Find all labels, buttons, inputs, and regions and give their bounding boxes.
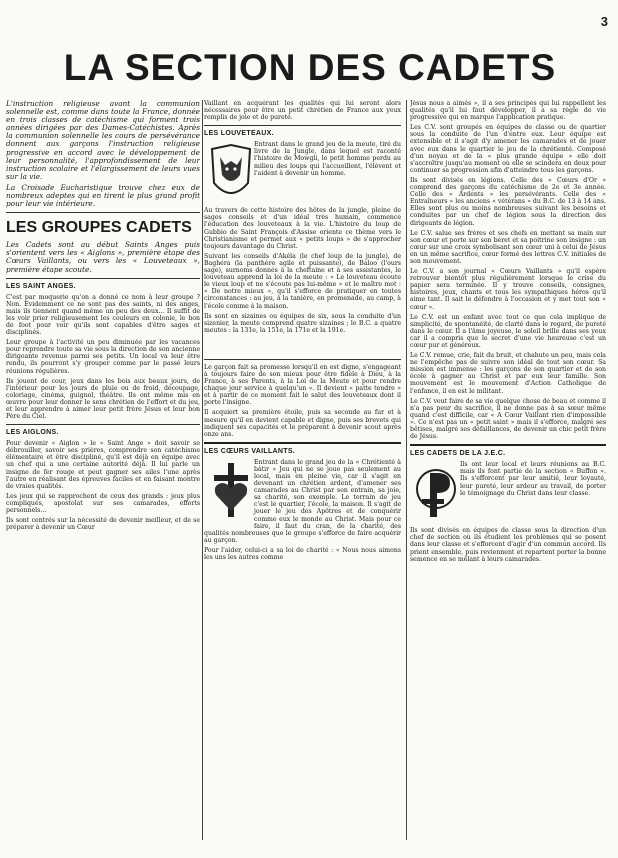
- cv-paragraph-mission: Le C.V. remue, crie, fait du bruit, et chahute un peu, mais cela ne l'empêche pas de suivre son idéal de tout son cœur. Sa mission est immense : les garçons de son quartier et de son école à gagner au Christ et par eux leur famille. Son mouvement est le mouvement d'Action Catholique de l'enfance, il en est le militant.: [410, 352, 606, 395]
- saints-paragraph-1: C'est par moquerie qu'on a donné ce nom à leur groupe ? Non. Evidemment ce ne sont pas des saints, ni des anges, mais ils tiennent quand même un peu des deux... Il suffit de les voir prier religieusement les couleurs en colonie, le bon de foot pour voir qu'ils sont capables d'être sages et disciplinés.: [6, 293, 200, 337]
- cv-paragraph-equipes: Les C.V. sont groupés en équipes de classe ou de quartier sous la conduite de l'un d'entre eux. Leur équipe est extensible et il s'agit d'y amener les camarades et de jouer avec eux dans le quartier le jeu de la chrétienté. Composé d'un noyau et de la « plus grande équipe » elle doit s'accroître jusqu'au moment où elle se scindera en deux pour continuer sa progression afin d'atteindre tous les garçons.: [410, 124, 606, 174]
- louveteaux-paragraph-4: Ils sont en sizaines ou équipes de six, sous la conduite d'un sizenier, la meute comprend quatre sizaines ; le B.C. a quatre meutes : la 131e, la 151e, la 171e et la 191e.: [204, 312, 401, 334]
- cv-paragraph-enfant: Le C.V. est un enfant avec tout ce que cela implique de simplicité, de spontanéité, de clarté dans le regard, de pureté dans le cœur. Il a l'âme joyeuse, le soleil brille dans ses yeux car il a compris que le secret d'une vie heureuse c'est un cœur pur et généreux.: [410, 313, 606, 349]
- louveteaux-paragraph-6: Il acquiert sa première étoile, puis sa seconde au fur et à mesure qu'il en devient capable et digne, puis ses brevets qui indiquent ses capacités et le préparent à devenir scout après onze ans.: [204, 409, 401, 438]
- jec-paragraph-1: Ils ont leur local et leurs réunions au B.C. mais ils font partie de la section « Buffon ». Ils s'efforcent par leur amitié, leur loyauté, leur pureté, leur ardeur au travail, de porter le témoignage du Christ dans leur classe.: [460, 461, 606, 497]
- divider: [204, 359, 401, 360]
- groupes-paragraph: Les Cadets sont au début Saints Anges puis s'orientent vers les « Aiglons », première étape des Cœurs Vaillants, ou vers les « Louveteaux », première étape scoute.: [6, 240, 200, 274]
- coeurs-vaillants-paragraph-2: Pour l'aider, celui-ci a sa loi de charité : « Nous nous aimons les uns les autres comme: [204, 546, 401, 562]
- saints-paragraph-2: Leur groupe à l'activité un peu diminuée par les vacances pour reprendre toute sa vie sous la direction de son ancienne dirigeante revenue parmi ses petits. Un local va leur être rendu, ils pourront s'y grouper comme par le passé leurs réunions régulières.: [6, 339, 200, 375]
- louveteaux-lead: Vaillant en acquérant les qualités qui lui seront alors nécessaires pour être un petit chrétien de France aux yeux remplis de joie et de pureté.: [204, 100, 401, 122]
- divider: [204, 125, 401, 126]
- aiglons-paragraph-3: Ils sont centrés sur la nécessité de devenir meilleur, et de se préparer à devenir un Cœur: [6, 517, 200, 532]
- cv-paragraph-insigne: Le C.V. salue ses frères et ses chefs en mettant sa main sur son cœur et porte sur son béret et sa poitrine son insigne : un cœur sur une croix symbolisant son cœur uni à celui de Jésus en un même sacrifice, cœur formé des lettres C.V. initiales de son mouvement.: [410, 229, 606, 265]
- column-right: [410, 100, 606, 566]
- saints-anges-heading: LES SAINT ANGES.: [6, 282, 76, 290]
- jec-heading: LES CADETS DE LA J.E.C.: [410, 450, 506, 458]
- column-left: [6, 100, 200, 534]
- page-number: 3: [600, 14, 608, 29]
- louveteaux-heading: LES LOUVETEAUX.: [204, 130, 274, 138]
- wolf-head-emblem-icon: [208, 143, 254, 203]
- cv-continued-lead: Jésus nous a aimés », il a ses principes qui lui rappellent les qualités qu'il lui faut développer, il a sa règle de vie progressive qui en marque l'application pratique.: [410, 100, 606, 122]
- column-rule-1: [202, 100, 203, 840]
- aiglons-paragraph-2: Les jeux qui se rapprochent de ceux des grands : jeux plus compliqués, apostolat sur ses camarades, efforts personnels...: [6, 492, 200, 515]
- heart-cross-emblem-icon: [208, 461, 254, 521]
- column-rule-2: [406, 100, 407, 840]
- cv-paragraph-vie: Le C.V. veut faire de sa vie quelque chose de beau et comme il n'a pas peur du sacrifice, il ne donne pas à sa sœur même quand c'est difficile, car « A Cœur Vaillant rien d'impossible ». Ce n'est pas un « petit saint » mais il s'efforce, malgré ses bêtises, malgré ses défaillances, de devenir un chic petit frère de Jésus.: [410, 397, 606, 441]
- louveteaux-paragraph-1: Entrant dans le grand jeu de la meute, tiré du livre de la Jungle, dans lequel est raconté l'histoire de Mowgli, le petit homme perdu au milieu des loups qui l'accueillent, l'élèvent et l'aident à devenir un homme.: [254, 141, 401, 177]
- coeurs-vaillants-paragraph-1: Entrant dans le grand jeu de la « Chrétienté à bâtir » Jeu qui ne se joue pas seulement au local, mais en pleine vie, car il s'agit en devenant un chrétien ardent, d'amener ses camarades au Christ par son entrain, sa joie, sa charité, son exemple. Le terrain de jeu c'est le quartier, l'école, la maison. Il s'agit de jouer le jeu des Apôtres et de conquérir comme eux le monde au Christ. Mais pour ce faire, il faut du cran, de la charité, des qualités nombreuses que le groupe s'efforce de faire acquérir au garçon.: [204, 458, 401, 544]
- jec-paragraph-2: Ils sont divisés en équipes de classe sous la direction d'un chef de section où ils étudient les problèmes qui se posent dans leur classe et s'efforcent d'agir d'un commun accord. Ils prient ensemble, puis reviennent et repartent porter la bonne semence en se mêlant à leurs camarades.: [410, 527, 606, 563]
- divider: [6, 278, 200, 279]
- jec-chi-rho-emblem-icon: [414, 463, 460, 523]
- intro-paragraph: L'instruction religieuse avant la communion solennelle est, comme dans toute la France, donnée en trois classes de catéchisme qui forment trois années dirigées par des Dames-Catéchistes. Après la communion solennelle les cours de persévérance donnent aux garçons l'instruction religieuse progressive en accord avec le développement de leur personnalité, l'approfondissement de leur instruction scolaire et l'élargissement de leurs vues sur la vie.: [6, 100, 200, 181]
- cv-paragraph-legions: Ils sont divisés en légions. Celle des « Cœurs d'Or » comprend des garçons du catéchisme de 2e et 3e année. Celle des « Ardents » les persévérants. Celle des « Entraîneurs » les anciens « vétérans » du B.C. de 13 à 14 ans. Elles sont plus ou moins nombreuses suivant les besoins et conduites par un chef de légion sous la direction des dirigeants de légion.: [410, 176, 606, 227]
- croisade-paragraph: La Croisade Eucharistique trouve chez eux de nombreux adeptes qui en tirent le plus grand profit pour leur vie intérieure.: [6, 182, 200, 209]
- louveteaux-paragraph-2: Au travers de cette histoire des hôtes de la jungle, pleine de sages conseils et d'un idéal très humain, commence l'éducation des louveteaux à la vie. L'histoire du loup de Gubbio de Saint François d'Assise oriente ce thème vers le Christianisme et permet aux « petits loups » de s'approcher toujours davantage du Christ.: [204, 207, 401, 250]
- divider: [6, 424, 200, 425]
- divider: [204, 442, 401, 444]
- column-middle: [204, 100, 401, 564]
- groupes-heading: LES GROUPES CADETS: [6, 219, 192, 237]
- divider: [410, 444, 606, 446]
- louveteaux-paragraph-5: Le garçon fait sa promesse lorsqu'il en est digne, s'engageant à toujours faire de son mieux pour être fidèle à Dieu, à la France, à ses Parents, à la Loi de la Meute et pour rendre chaque jour service à quelqu'un ». Il devient « patte tendre » et à partir de ce moment fait le salut des louveteaux dont il porte l'insigne.: [204, 363, 401, 407]
- coeurs-vaillants-heading: LES CŒURS VAILLANTS.: [204, 447, 296, 455]
- page-title: LA SECTION DES CADETS: [63, 47, 557, 88]
- cv-paragraph-journal: Le C.V. a son journal « Cœurs Vaillants » qu'il espère retrouver bientôt plus régulièrement lorsque le crise du papier sera terminée. Il y trouve conseils, consignes, histoires, jeux, chants et tous les sympathiques héros qu'il aime tant. Il sait le défendre à l'occasion et y met tout son « cœur ».: [410, 268, 606, 311]
- saints-paragraph-3: Ils jouent de cour, jeux dans les bois aux beaux jours, de l'intérieur pour les jours de pluie ou de froid, découpage, coloriage, cinéma, guignol, théâtre. Ils ont même mis en œuvre pour leur donner le sens chrétien de l'effort et du jeu, et leur apprendre à aimer leur petit frère Jésus et leur bon Père du Ciel.: [6, 377, 200, 421]
- louveteaux-paragraph-3: Suivant les conseils d'Akéla (le chef loup de la jungle), de Baghéra (la panthère agile et puissante), de Baloo (l'ours sage), surnoms donnés à la cheftaine et à ses assistantes, le louveteau apprend la loi de la meute : « Le louveteau écoute le vieux loup et ne s'écoute pas lui-même » et le maître mot : « De notre mieux », qu'il s'efforce de pratiquer en toutes circonstances : au jeu, à la tanière, en promenade, au camp, à l'école comme à la maison.: [204, 252, 401, 310]
- spacer: [204, 337, 401, 355]
- aiglons-heading: LES AIGLONS.: [6, 429, 59, 437]
- divider: [6, 212, 200, 213]
- aiglons-paragraph-1: Pour devenir « Aiglon » le « Saint Ange » doit savoir se débrouiller, savoir ses prières, comprendre son catéchisme élémentaire et être discipliné, qu'il est déjà en équipe avec un chef qui a une certaine autorité déjà. Il lui parle un insigne de fer rouge et peut gagner ses ailes l'une après l'autre en réalisant des épreuves faciles et en faisant montre de vraies qualités.: [6, 440, 200, 490]
